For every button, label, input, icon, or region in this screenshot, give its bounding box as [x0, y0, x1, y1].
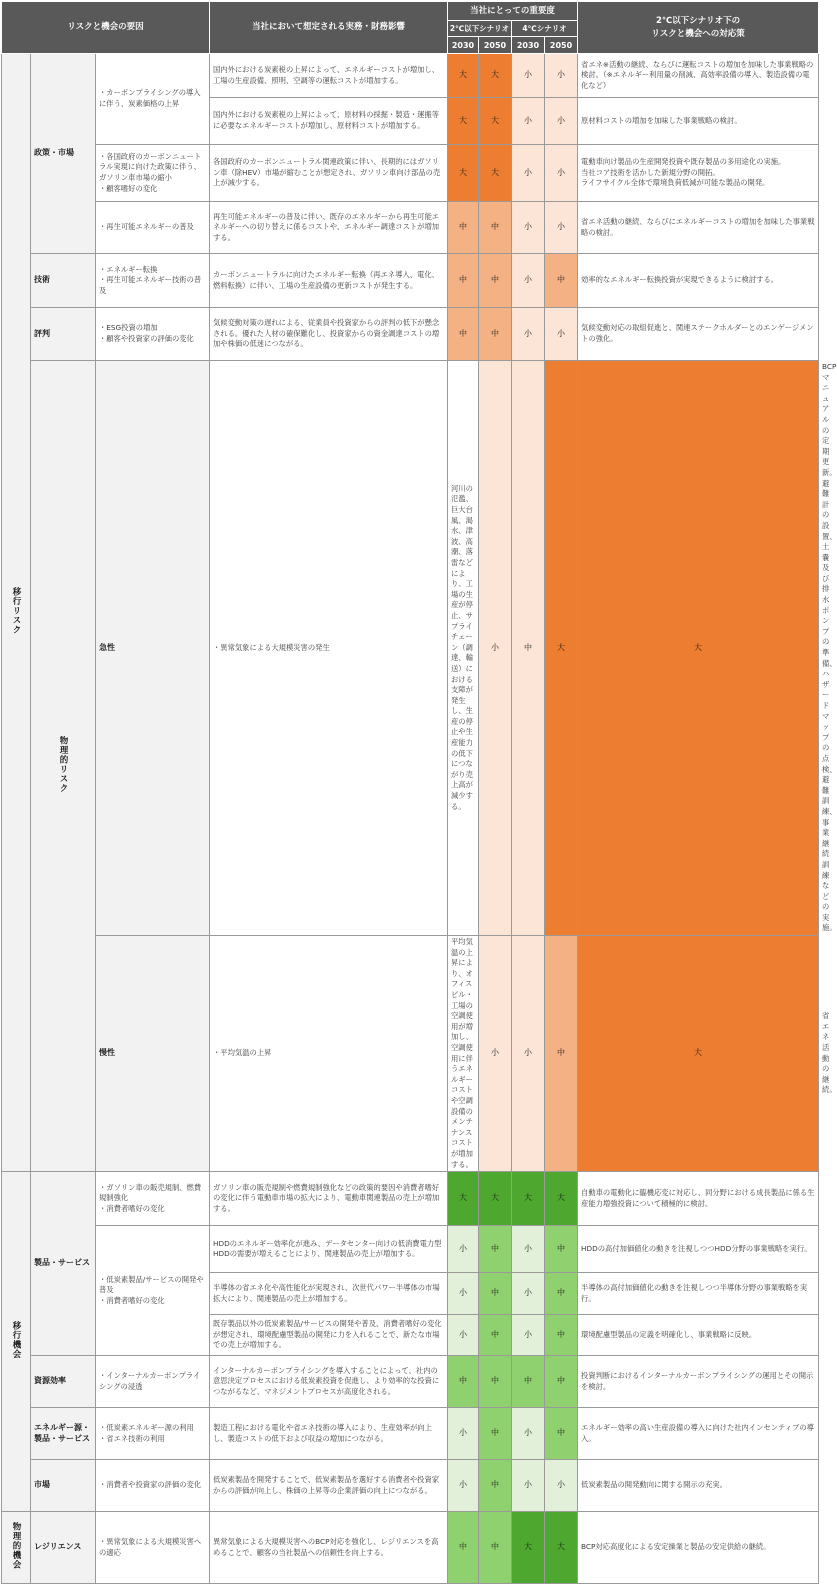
level-4c-2050: 中	[545, 1273, 578, 1315]
impact-cell: HDDのエネルギー効率化が進み、データセンター向けの低消費電力型HDDの需要が増えることにより、関連製品の売上が増加する。	[210, 1226, 448, 1273]
level-2c-2050: 中	[479, 1408, 512, 1460]
level-4c-2030: 小	[512, 1408, 545, 1460]
level-4c-2030: 小	[512, 1226, 545, 1273]
response-cell: 気候変動対応の取組促進と、関連ステークホルダーとのエンゲージメントの強化。	[578, 308, 819, 361]
category-label: 移行機会	[11, 1320, 21, 1359]
subcategory-technology: 技術	[31, 254, 96, 308]
level-2c-2050: 大	[479, 1172, 512, 1226]
impact-cell: ガソリン車の販売規制や燃費規制強化などの政策的要因や消費者嗜好の変化に伴う電動車市場の拡大により、電動車関連製品の売上が増加する。	[210, 1172, 448, 1226]
impact-cell: 製造工程における電化や省エネ技術の導入により、生産効率が向上し、製造コストの低下および収益の増加につながる。	[210, 1408, 448, 1460]
subcategory-policy-market: 政策・市場	[31, 54, 96, 254]
level-2c-2050: 中	[479, 1460, 512, 1512]
category-physical-risk	[31, 361, 96, 1172]
level-2c-2050: 中	[479, 1315, 512, 1356]
level-4c-2030: 小	[512, 202, 545, 254]
level-2c-2050: 中	[479, 308, 512, 361]
response-cell: HDDの高付加価値化の動きを注視しつつHDD分野の事業戦略を実行。	[578, 1226, 819, 1273]
level-4c-2030: 小	[512, 308, 545, 361]
subcategory-reputation: 評判	[31, 308, 96, 361]
category-transition-risk	[2, 54, 31, 1172]
level-4c-2030: 小	[512, 1315, 545, 1356]
level-2c-2030: 小	[448, 1273, 479, 1315]
level-4c-2050: 中	[545, 254, 578, 308]
factor-cell: ・低炭素エネルギー源の利用 ・省エネ技術の利用	[96, 1408, 210, 1460]
level-2c-2050: 大	[479, 145, 512, 202]
level-2c-2030: 中	[448, 308, 479, 361]
impact-cell: 異常気象による大規模災害へのBCP対応を強化し、レジリエンスを高めることで、顧客の当社製品への信頼性を向上する。	[210, 1512, 448, 1584]
response-cell: エネルギー効率の高い生産設備の導入に向けた社内インセンティブの導入。	[578, 1408, 819, 1460]
level-2c-2030: 大	[448, 54, 479, 98]
level-4c-2030: 大	[512, 1172, 545, 1226]
level-2c-2050: 小	[512, 936, 545, 1172]
level-2c-2030: 小	[448, 1408, 479, 1460]
factor-cell: ・各国政府のカーボンニュートラル実現に向けた政策に伴う、ガソリン車市場の縮小 ・顧客嗜好の変化	[96, 145, 210, 202]
level-4c-2030: 大	[545, 361, 578, 936]
category-label: 物理的機会	[11, 1521, 21, 1570]
response-cell: 原材料コストの増加を加味した事業戦略の検討。	[578, 98, 819, 145]
level-4c-2030: 小	[512, 145, 545, 202]
level-4c-2030: 小	[512, 98, 545, 145]
level-4c-2030: 大	[512, 1512, 545, 1584]
subcategory-acute: 急性	[96, 361, 210, 936]
impact-cell: 河川の氾濫、巨大台風、渇水、津波、高潮、落雷などにより、工場の生産が停止、サプライチェーン（調達、輸送）における支障が発生し、生産の停止や生産能力の低下につながり売上高が減少する。	[448, 361, 479, 936]
level-2c-2030: 小	[479, 361, 512, 936]
header-scenario-2c: 2℃以下シナリオ	[448, 21, 512, 37]
category-physical-opportunity	[2, 1512, 31, 1584]
table-row: 慢性 ・平均気温の上昇 平均気温の上昇により、オフィスビル・工場の空調使用が増加し、空調使用に伴うエネルギーコストや空調設備のメンテナンスコストが増加する。 小 小 中 大 省エネ活動の継続。	[2, 936, 819, 1172]
level-2c-2050: 中	[479, 254, 512, 308]
header-response-line2: リスクと機会への対応策	[651, 28, 745, 39]
level-4c-2050: 中	[545, 1408, 578, 1460]
impact-cell: 半導体の省エネ化や高性能化が実現され、次世代パワー半導体の市場拡大により、関連製品の売上が増加する。	[210, 1273, 448, 1315]
level-2c-2050: 中	[479, 202, 512, 254]
level-2c-2030: 中	[448, 254, 479, 308]
level-2c-2050: 中	[479, 1512, 512, 1584]
table-row	[2, 1460, 819, 1512]
table-row	[2, 254, 819, 308]
level-4c-2050: 大	[578, 936, 819, 1172]
impact-cell: 国内外における炭素税の上昇によって、エネルギーコストが増加し、工場の生産設備、照明、空調等の運転コストが増加する。	[210, 54, 448, 98]
header-importance: 当社にとっての重要度	[448, 2, 578, 21]
impact-cell: 国内外における炭素税の上昇によって、原材料の採掘・製造・運搬等に必要なエネルギーコストが増加し、原材料コストが増加する。	[210, 98, 448, 145]
level-4c-2030: 小	[512, 1273, 545, 1315]
table-row	[2, 145, 819, 202]
level-4c-2030: 小	[512, 254, 545, 308]
level-4c-2050: 大	[545, 1512, 578, 1584]
subcategory-chronic: 慢性	[96, 936, 210, 1172]
level-4c-2030: 小	[512, 1460, 545, 1512]
header-4c-2050: 2050	[545, 37, 578, 54]
factor-cell: ・カーボンプライシングの導入に伴う、炭素価格の上昇	[96, 54, 210, 145]
level-2c-2050: 中	[479, 1226, 512, 1273]
category-label: 物理的リスク	[58, 735, 68, 793]
factor-cell: ・ESG投資の増加 ・顧客や投資家の評価の変化	[96, 308, 210, 361]
level-4c-2050: 中	[545, 1315, 578, 1356]
level-2c-2030: 小	[479, 936, 512, 1172]
factor-cell: ・平均気温の上昇	[210, 936, 448, 1172]
impact-cell: 既存製品以外の低炭素製品/サービスの開発や普及、消費者嗜好の変化が想定され、環境配慮型製品の開発に力を入れることで、新たな市場での売上が増加する。	[210, 1315, 448, 1356]
level-4c-2050: 小	[545, 98, 578, 145]
table-row	[2, 308, 819, 361]
level-4c-2050: 小	[545, 202, 578, 254]
level-2c-2030: 大	[448, 98, 479, 145]
subcategory-products-services: 製品・サービス	[31, 1172, 96, 1356]
header-2c-2050: 2050	[479, 37, 512, 54]
level-4c-2050: 大	[545, 1172, 578, 1226]
response-cell: 省エネ活動の継続、ならびにエネルギーコストの増加を加味した事業戦略の検討。	[578, 202, 819, 254]
level-2c-2030: 中	[448, 202, 479, 254]
level-4c-2030: 中	[512, 1356, 545, 1408]
impact-cell: インターナルカーボンプライシングを導入することによって、社内の意思決定プロセスにおける低炭素投資を促進し、より効率的な投資につながるなど、マネジメントプロセスが高度化される。	[210, 1356, 448, 1408]
table-row	[2, 1172, 819, 1226]
category-label: 移行リスク	[11, 586, 21, 635]
factor-cell: ・エネルギー転換 ・再生可能エネルギー技術の普及	[96, 254, 210, 308]
header-response-line1: 2℃以下シナリオ下の	[655, 15, 741, 26]
factor-cell: ・低炭素製品/サービスの開発や普及 ・消費者嗜好の変化	[96, 1226, 210, 1356]
response-cell: 低炭素製品の開発動向に関する開示の充実。	[578, 1460, 819, 1512]
impact-cell: 低炭素製品を開発することで、低炭素製品を選好する消費者や投資家からの評価が向上し、株価の上昇等の企業評価の向上につながる。	[210, 1460, 448, 1512]
level-4c-2050: 小	[545, 1460, 578, 1512]
header-response	[578, 2, 819, 54]
level-2c-2050: 大	[479, 98, 512, 145]
level-2c-2030: 小	[448, 1460, 479, 1512]
impact-cell: 気候変動対策の遅れによる、従業員や投資家からの評判の低下が懸念される。優れた人材の確保難化し、投資家からの資金調達コストの増加や株価の低迷につながる。	[210, 308, 448, 361]
response-cell: 自動車の電動化に臨機応変に対応し、同分野における成長製品に係る生産能力増強投資について積極的に検討。	[578, 1172, 819, 1226]
table-row	[2, 202, 819, 254]
level-4c-2050: 中	[545, 1226, 578, 1273]
header-impact: 当社において想定される実務・財務影響	[210, 2, 448, 54]
level-2c-2030: 大	[448, 1172, 479, 1226]
header-scenario-4c: 4℃シナリオ	[512, 21, 578, 37]
response-cell: 電動車向け製品の生産開発投資や既存製品の多用途化の実施。 当社コア技術を活かした新規分野の開拓。 ライフサイクル全体で環境負荷低減が可能な製品の開発。	[578, 145, 819, 202]
table-row	[2, 1356, 819, 1408]
level-2c-2050: 中	[512, 361, 545, 936]
response-cell: 効率的なエネルギー転換投資が実現できるように検討する。	[578, 254, 819, 308]
impact-cell: 平均気温の上昇により、オフィスビル・工場の空調使用が増加し、空調使用に伴うエネルギーコストや空調設備のメンテナンスコストが増加する。	[448, 936, 479, 1172]
factor-cell: ・異常気象による大規模災害への適応	[96, 1512, 210, 1584]
level-4c-2050: 小	[545, 145, 578, 202]
level-2c-2030: 大	[448, 145, 479, 202]
impact-cell: 再生可能エネルギーの普及に伴い、既存のエネルギーから再生可能エネルギーへの切り替えに係るコストや、エネルギー調達コストが増加する。	[210, 202, 448, 254]
level-2c-2030: 小	[448, 1226, 479, 1273]
subcategory-resource-efficiency: 資源効率	[31, 1356, 96, 1408]
table-row	[2, 1408, 819, 1460]
climate-risk-opportunity-table	[1, 1, 837, 1584]
impact-cell: カーボンニュートラルに向けたエネルギー転換（再エネ導入、電化、燃料転換）に伴い、工場の生産設備の更新コストが発生する。	[210, 254, 448, 308]
table-row	[2, 1226, 819, 1273]
table-row	[2, 1512, 819, 1584]
level-2c-2030: 中	[448, 1356, 479, 1408]
level-4c-2050: 大	[578, 361, 819, 936]
category-transition-opportunity	[2, 1172, 31, 1512]
factor-cell: ・ガソリン車の販売規制、燃費規制強化 ・消費者嗜好の変化	[96, 1172, 210, 1226]
response-cell: 投資判断におけるインターナルカーボンプライシングの運用とその開示を検討。	[578, 1356, 819, 1408]
level-4c-2030: 小	[512, 54, 545, 98]
level-2c-2030: 中	[448, 1512, 479, 1584]
response-cell: 半導体の高付加価値化の動きを注視しつつ半導体分野の事業戦略を実行。	[578, 1273, 819, 1315]
level-4c-2050: 小	[545, 308, 578, 361]
subcategory-market: 市場	[31, 1460, 96, 1512]
level-4c-2050: 中	[545, 1356, 578, 1408]
table-row: 物理的リスク 急性 ・異常気象による大規模災害の発生 河川の氾濫、巨大台風、渇水、津波、高潮、落雷などにより、工場の生産が停止、サプライチェーン（調達、輸送）における支障が発生し、生産の停止や生産能力の低下につながり売上高が減少する。 小 中 大 大 BCPマニュアルの定期更新。 避難計の設置、土嚢及び排水ポンプの準備、ハザードマップの点検、避難訓練、事業継続訓練などの実施。	[2, 361, 819, 936]
table-row	[2, 54, 819, 98]
level-2c-2050: 中	[479, 1356, 512, 1408]
factor-cell: ・消費者や投資家の評価の変化	[96, 1460, 210, 1512]
response-cell: 環境配慮型製品の定義を明確化し、事業戦略に反映。	[578, 1315, 819, 1356]
level-4c-2030: 中	[545, 936, 578, 1172]
level-4c-2050: 小	[545, 54, 578, 98]
response-cell: 省エネ※活動の継続、ならびに運転コストの増加を加味した事業戦略の検討。（※エネルギー利用量の削減、高効率設備の導入、製造設備の電化など）	[578, 54, 819, 98]
level-2c-2030: 小	[448, 1315, 479, 1356]
factor-cell: ・異常気象による大規模災害の発生	[210, 361, 448, 936]
subcategory-energy-products: エネルギー源・製品・サービス	[31, 1408, 96, 1460]
impact-cell: 各国政府のカーボンニュートラル関連政策に伴い、長期的にはガソリン車（除HEV）市場が縮むことが想定され、ガソリン車向け部品の売上が減少する。	[210, 145, 448, 202]
factor-cell: ・インターナルカーボンプライシングの浸透	[96, 1356, 210, 1408]
level-2c-2050: 中	[479, 1273, 512, 1315]
subcategory-resilience: レジリエンス	[31, 1512, 96, 1584]
header-4c-2030: 2030	[512, 37, 545, 54]
level-2c-2050: 大	[479, 54, 512, 98]
response-cell: BCP対応高度化による安定操業と製品の安定供給の継続。	[578, 1512, 819, 1584]
header-2c-2030: 2030	[448, 37, 479, 54]
header-factors: リスクと機会の要因	[2, 2, 210, 54]
factor-cell: ・再生可能エネルギーの普及	[96, 202, 210, 254]
